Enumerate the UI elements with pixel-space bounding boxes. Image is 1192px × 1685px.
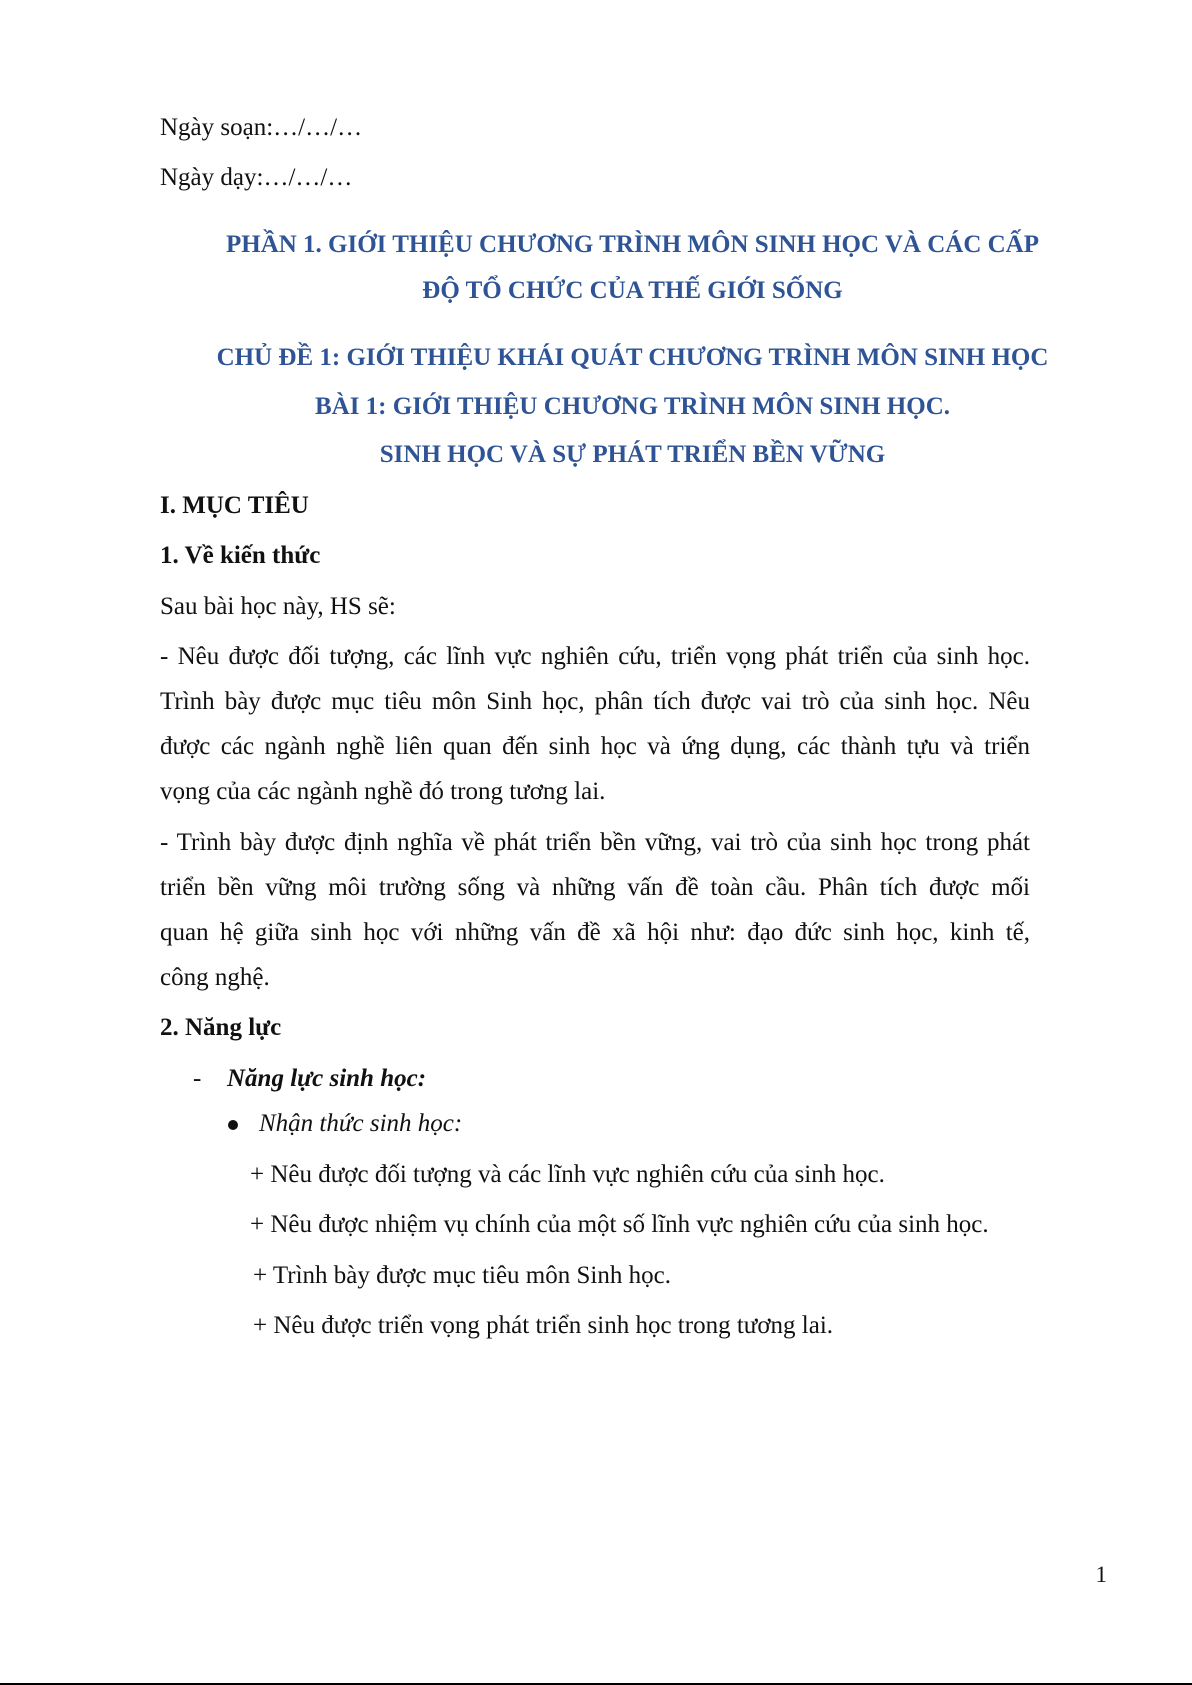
bullet-title: Năng lực sinh học: — [227, 1065, 427, 1092]
list-item: + Trình bày được mục tiêu môn Sinh học. — [253, 1262, 671, 1289]
intro-text: Sau bài học này, HS sẽ: — [160, 593, 396, 620]
part-title-line-2: ĐỘ TỔ CHỨC CỦA THẾ GIỚI SỐNG — [422, 277, 843, 304]
para2-line-2: triển bền vững môi trường sống và những vấn đề toàn cầu. Phân tích được mối — [160, 874, 1030, 901]
part-title-line-1: PHẦN 1. GIỚI THIỆU CHƯƠNG TRÌNH MÔN SINH HỌC VÀ CÁC CẤP — [225, 231, 1040, 258]
page-number: 1 — [1095, 1562, 1107, 1587]
para2-line-3: quan hệ giữa sinh học với những vấn đề xã hội như: đạo đức sinh học, kinh tế, — [160, 919, 1030, 946]
subsection-competence-title: 2. Năng lực — [160, 1014, 282, 1041]
topic-title: CHỦ ĐỀ 1: GIỚI THIỆU KHÁI QUÁT CHƯƠNG TRÌNH MÔN SINH HỌC — [216, 344, 1049, 371]
sub-bullet-title: Nhận thức sinh học: — [259, 1110, 463, 1137]
round-bullet-icon — [228, 1120, 238, 1130]
para1-line-1: - Nêu được đối tượng, các lĩnh vực nghiên cứu, triển vọng phát triển của sinh học. — [160, 643, 1030, 670]
para1-line-2: Trình bày được mục tiêu môn Sinh học, phân tích được vai trò của sinh học. Nêu — [160, 688, 1030, 715]
ngay-soan: Ngày soạn:…/…/… — [160, 114, 363, 141]
list-item: + Nêu được đối tượng và các lĩnh vực nghiên cứu của sinh học. — [250, 1161, 885, 1188]
ngay-day: Ngày dạy:…/…/… — [160, 164, 353, 191]
lesson-title-line-1: BÀI 1: GIỚI THIỆU CHƯƠNG TRÌNH MÔN SINH HỌC. — [314, 393, 951, 420]
list-item: + Nêu được nhiệm vụ chính của một số lĩnh vực nghiên cứu của sinh học. — [250, 1211, 989, 1238]
section-title: I. MỤC TIÊU — [160, 492, 309, 519]
para2-line-1: - Trình bày được định nghĩa về phát triển bền vững, vai trò của sinh học trong phát — [160, 829, 1030, 856]
para1-line-4: vọng của các ngành nghề đó trong tương lai. — [160, 778, 606, 805]
lesson-title-line-2: SINH HỌC VÀ SỰ PHÁT TRIỂN BỀN VỮNG — [379, 441, 886, 468]
para2-line-4: công nghệ. — [160, 964, 270, 991]
para1-line-3: được các ngành nghề liên quan đến sinh học và ứng dụng, các thành tựu và triển — [160, 733, 1030, 760]
list-item: + Nêu được triển vọng phát triển sinh học trong tương lai. — [253, 1312, 834, 1339]
dash-bullet: - — [193, 1065, 202, 1092]
subsection-knowledge-title: 1. Về kiến thức — [160, 542, 321, 569]
